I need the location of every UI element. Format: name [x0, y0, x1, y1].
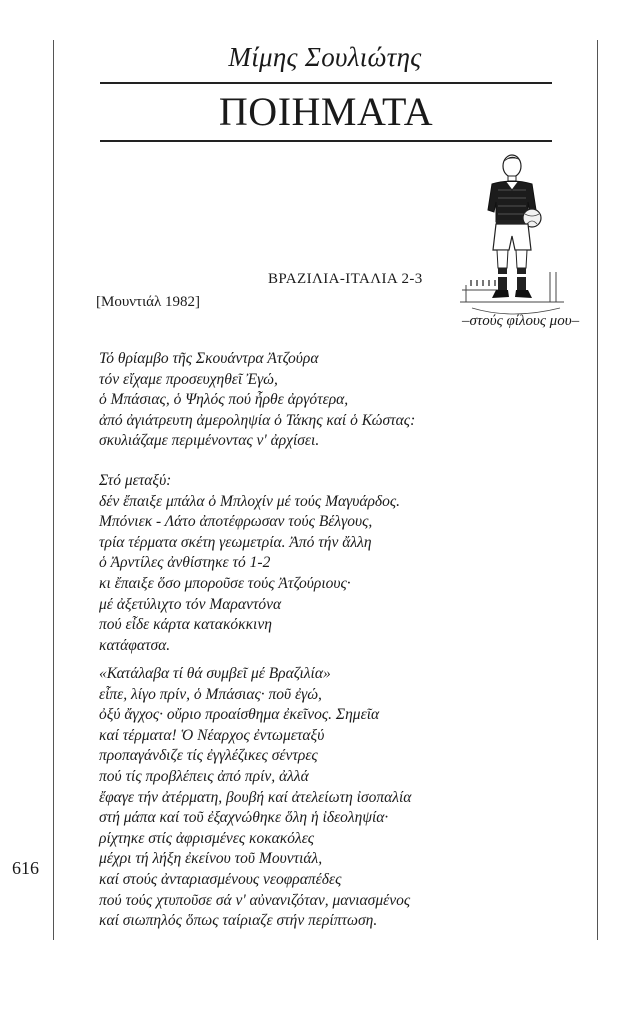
- poem-line: καί τέρματα! Ὁ Νέαρχος ἐντωμεταξύ: [99, 726, 325, 744]
- poem-line: κι ἔπαιξε ὅσο μποροῦσε τούς Ἀτζούριους·: [99, 574, 351, 592]
- poem-line: Τό θρίαμβο τῆς Σκουάντρα Ἀτζούρα: [99, 350, 319, 367]
- poem-line: ἀπό ἀγιάτρευτη ἀμεροληψία ὁ Τάκης καί ὁ Κώστας:: [99, 411, 416, 429]
- poem-dateline: [Μουντιάλ 1982]: [96, 294, 200, 310]
- poem-line: δέν ἔπαιξε μπάλα ὁ Μπλοχίν μέ τούς Μαγυάρδος.: [99, 492, 401, 510]
- poem-line: καί σιωπηλός ὅπως ταίριαζε στήν περίπτωση.: [99, 912, 378, 930]
- poem-line: κατάφατσα.: [99, 636, 171, 654]
- poem-line: ὁ Ἀρντίλες ἀνθίστηκε τό 1-2: [99, 554, 271, 572]
- poem-line: προπαγάνδιζε τίς ἐγγλέζικες σέντρες: [99, 747, 318, 765]
- poem-line: ὁ Μπάσιας, ὁ Ψηλός πού ἦρθε ἀργότερα,: [99, 391, 349, 409]
- poem-line: Μπόνιεκ - Λάτο ἀποτέφρωσαν τούς Βέλγους,: [99, 513, 373, 531]
- poem-line: σκυλιάζαμε περιμένοντας ν' ἀρχίσει.: [99, 432, 320, 450]
- author-name: Μίμης Σουλιώτης: [228, 42, 422, 72]
- poem-line: καί στούς ἀνταριασμένους νεοφραπέδες: [99, 870, 342, 888]
- poem-line: στή μάπα καί τοῦ ἐξαχνώθηκε ὅλη ἡ ἰδεοληψία·: [99, 809, 389, 827]
- dedication: –στούς φίλους μου–: [462, 313, 580, 329]
- header-rule-top: [100, 82, 552, 84]
- stanza-3: [99, 664, 569, 932]
- poem-line: πού τίς προβλέπεις ἀπό πρίν, ἀλλά: [99, 767, 309, 785]
- football-player-illustration: [452, 152, 568, 320]
- book-title: ΠΟΙΗΜΑΤΑ: [218, 89, 434, 134]
- poem-line: Στό μεταξύ:: [99, 472, 172, 489]
- poem-title: ΒΡΑΖΙΛΙΑ-ΙΤΑΛΙΑ 2-3: [268, 271, 423, 287]
- page-number: 616: [12, 858, 39, 878]
- left-margin-rule: [53, 40, 54, 940]
- poem-line: πού τούς χτυποῦσε σά ν' αὐνανιζόταν, μανιασμένος: [99, 891, 411, 909]
- poem-line: ἔφαγε τήν ἀτέρματη, βουβή καί ἀτελείωτη ἰσοπαλία: [99, 788, 412, 806]
- poem-line: μέχρι τή λήξη ἐκείνου τοῦ Μουντιάλ,: [99, 850, 323, 868]
- right-margin-rule: [597, 40, 598, 940]
- poem-line: «Κατάλαβα τί θά συμβεῖ μέ Βραζιλία»: [99, 665, 331, 682]
- header-rule-bottom: [100, 140, 552, 142]
- poem-line: τρία τέρματα σκέτη γεωμετρία. Ἀπό τήν ἄλλη: [99, 533, 372, 551]
- poem-line: ὀξύ ἄγχος· οὔριο προαίσθημα ἐκεῖνος. Σημεῖα: [99, 706, 380, 724]
- poem-line: εἶπε, λίγο πρίν, ὁ Μπάσιας· ποῦ ἐγώ,: [99, 685, 322, 703]
- stanza-1: [99, 349, 569, 452]
- poem-line: ρίχτηκε στίς ἀφρισμένες κοκακόλες: [99, 829, 315, 847]
- stanza-2: [99, 471, 569, 656]
- poem-line: πού εἶδε κάρτα κατακόκκινη: [99, 616, 272, 634]
- poem-line: τόν εἴχαμε προσευχηθεῖ Ἐγώ,: [99, 370, 278, 388]
- poem-line: μέ ἀξετύλιχτο τόν Μαραντόνα: [99, 595, 282, 613]
